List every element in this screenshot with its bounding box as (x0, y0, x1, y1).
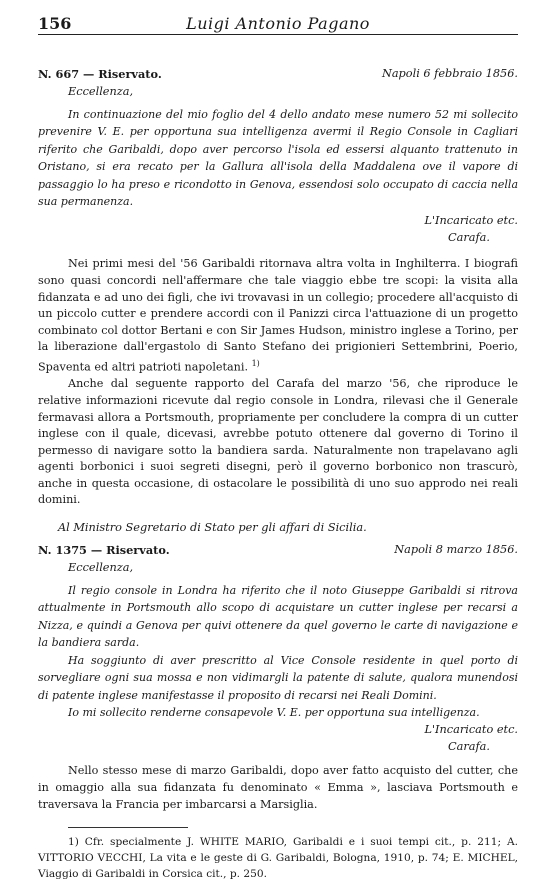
body-paragraph: Anche dal seguente rapporto del Carafa del marzo '56, che riproduce le relative informazioni ricevute dal regio console in Londra, rilevasi che il Generale fermavasi allora a Portsmouth, propriamente per concludere la compra di un cutter inglese con il quale, dicevasi, avrebbe potuto ottenere dal governo di Torino il permesso di navigare sotto la bandiera sarda. Naturalmente non trapelavano agli agenti borbonici i suoi segreti disegni, però il governo borbonico non trascurò, anche in questa occasione, di ostacolare le possibilità di uno suo approdo nei reali domini. (38, 377, 518, 507)
letter-salutation: Eccellenza, (68, 561, 134, 575)
signature-name: Carafa. (447, 740, 490, 754)
signature-name: Carafa. (447, 231, 490, 245)
letter-paragraph: Io mi sollecito renderne consapevole V. E. per opportuna sua intelligenza. (68, 705, 480, 719)
letter-salutation: Eccellenza, (68, 85, 134, 98)
letter-place-date: Napoli 6 febbraio 1856. (381, 67, 518, 80)
body-text-1 (38, 256, 518, 509)
signature-title: L'Incaricato etc. (424, 214, 518, 228)
body-text-2 (38, 763, 518, 813)
letter-paragraph: Ha soggiunto di aver prescritto al Vice Console residente in quel porto di sorvegliare ogni sua mossa e non vidimargli la patente di salute, qualora munendosi di patente inglese manifestasse il proposito di recarsi nei Reali Domini. (38, 653, 518, 702)
body-paragraph: Nello stesso mese di marzo Garibaldi, dopo aver fatto acquisto del cutter, che in omaggio alla sua fidanzata fu denominato « Emma », lasciava Portsmouth e traversava la Francia per imbarcarsi a Marsiglia. (38, 764, 518, 811)
letter-heading (38, 67, 518, 81)
page-header (38, 0, 518, 35)
letter-place-date: Napoli 8 marzo 1856. (394, 543, 518, 557)
letter-signature (38, 212, 518, 246)
letter-heading (38, 543, 518, 557)
footnote-text: 1) Cfr. specialmente J. WHITE MARIO, Garibaldi e i suoi tempi cit., p. 211; A. VITTORIO VECCHI, La vita e le geste di G. Garibaldi, Bologna, 1910, p. 74; E. MICHEL, Viaggio di Garibaldi in Corsica cit., p. 250. (38, 836, 518, 881)
letter-paragraph: In continuazione del mio foglio del 4 dello andato mese numero 52 mi sollecito prevenire V. E. per opportuna sua intelligenza avermi il Regio Console in Cagliari riferito che Garibaldi, dopo aver percorso l'isola ed essersi alquanto trattenuto in Oristano, si era recato per la Gallura all'isola della Maddalena ove il vapore di passaggio lo ha preso e ricondotto in Genova, essendosi solo occupato di caccia nella sua permanenza. (38, 108, 518, 209)
footnote-reference: 1) (251, 359, 260, 368)
footnotes (38, 827, 518, 882)
page-number: 156 (38, 14, 72, 33)
letter-1375 (38, 521, 518, 755)
running-title: Luigi Antonio Pagano (186, 14, 370, 33)
letter-paragraph: Il regio console in Londra ha riferito che il noto Giuseppe Garibaldi si ritrova attualmente in Portsmouth allo scopo di acquistare un cutter inglese per recarsi a Nizza, e quindi a Genova per quivi ottenere da quel governo le carte di navigazione e la bandiera sarda. (38, 584, 518, 650)
paragraph-text: Nei primi mesi del '56 Garibaldi ritornava altra volta in Inghilterra. I biografi sono quasi concordi nell'affermare che tale viaggio ebbe tre scopi: la visita alla fidanzata e ad uno dei figli, che ivi trovavasi in un collegio; procedere all'acquisto di un piccolo cutter e prendere accordi con il Panizzi circa l'attuazione di un progetto combinato col dottor Bertani e con Sir James Hudson, ministro inglese a Torino, per la liberazione dall'ergastolo di Santo Stefano dei prigionieri Settembrini, Poerio, Spaventa ed altri patrioti napoletani. (38, 257, 518, 374)
footnote-divider (68, 827, 188, 828)
letter-addressee: Al Ministro Segretario di Stato per gli affari di Sicilia. (58, 521, 367, 535)
letter-number: N. 667 — Riservato. (38, 67, 162, 81)
body-paragraph (38, 256, 518, 376)
letter-signature (38, 721, 518, 755)
letter-667 (38, 67, 518, 246)
letter-number: N. 1375 — Riservato. (38, 543, 170, 558)
signature-title: L'Incaricato etc. (424, 723, 518, 737)
